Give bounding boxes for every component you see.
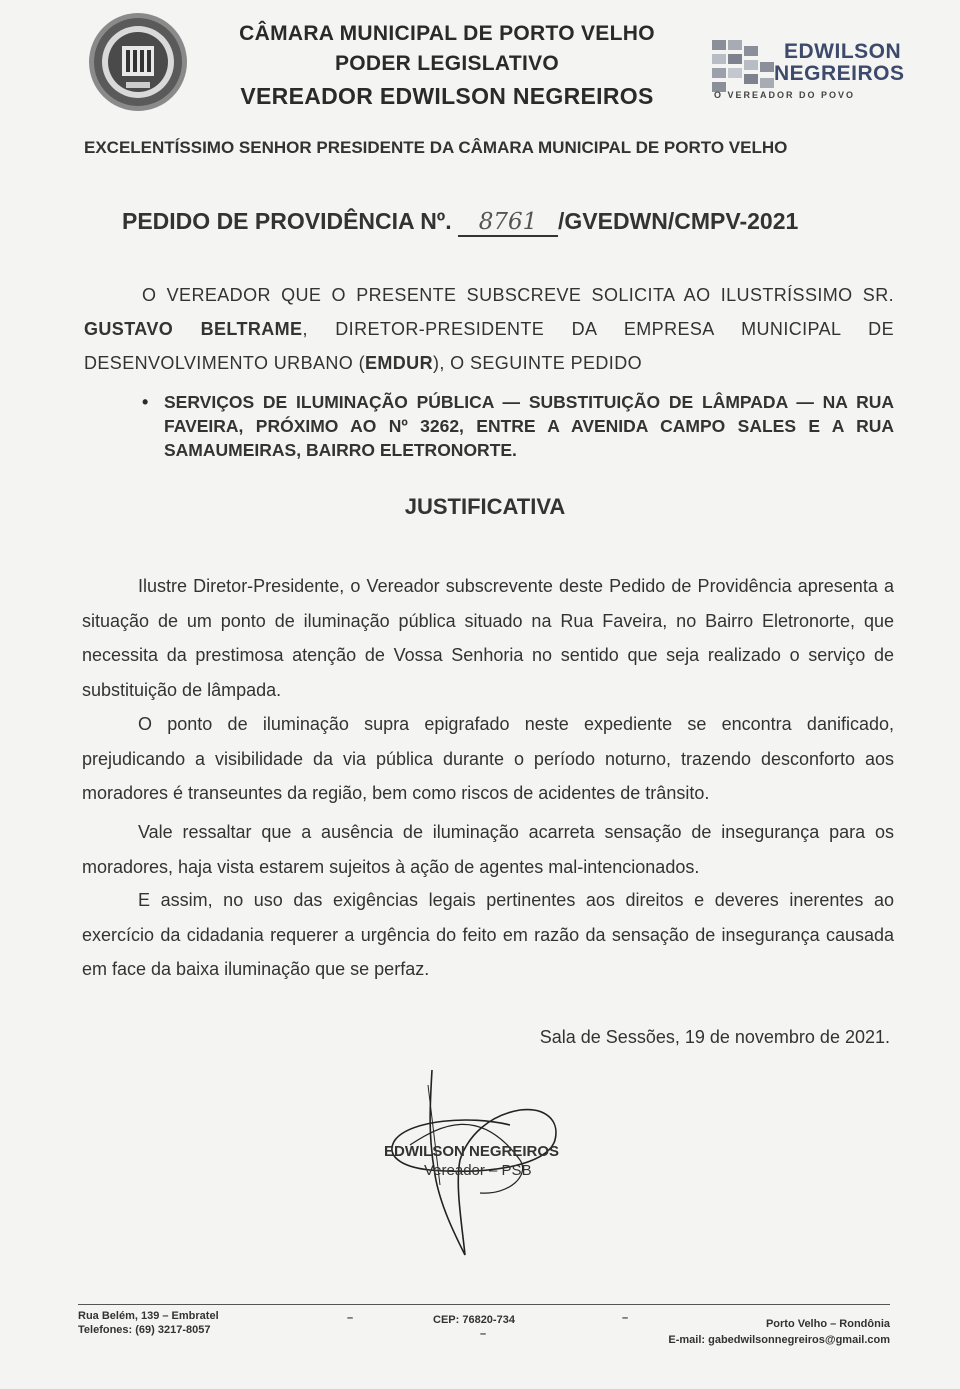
bullet-marker: • bbox=[142, 392, 149, 412]
addressee: EXCELENTÍSSIMO SENHOR PRESIDENTE DA CÂMARA MUNICIPAL DE PORTO VELHO bbox=[84, 138, 788, 157]
signature-name: EDWILSON NEGREIROS bbox=[384, 1143, 560, 1160]
intro-acronym: EMDUR bbox=[364, 353, 433, 373]
header-org-line3: VEREADOR EDWILSON NEGREIROS bbox=[240, 83, 654, 109]
justification-title: JUSTIFICATIVA bbox=[404, 494, 566, 519]
request-title bbox=[122, 208, 798, 237]
logo-name-line1: EDWILSON bbox=[784, 40, 902, 63]
request-title-suffix: /GVEDWN/CMPV-2021 bbox=[557, 208, 799, 234]
footer-email: E-mail: gabedwilsonnegreiros@gmail.com bbox=[668, 1334, 890, 1346]
request-title-prefix: PEDIDO DE PROVIDÊNCIA Nº. bbox=[122, 208, 452, 234]
request-number-handwritten: 8761 bbox=[458, 209, 558, 237]
request-item: SERVIÇOS DE ILUMINAÇÃO PÚBLICA — SUBSTITUIÇÃO DE LÂMPADA — NA RUA FAVEIRA, PRÓXIMO AO Nº 3262, ENTRE A AVENIDA CAMPO SALES E A RUA SAMAUMEIRAS, BAIRRO ELETRONORTE. bbox=[164, 392, 894, 460]
footer-cep: CEP: 76820-734 bbox=[433, 1314, 515, 1326]
chamber-seal-logo bbox=[86, 10, 190, 114]
edwilson-logo bbox=[712, 38, 905, 110]
justification-paragraph-4: E assim, no uso das exigências legais pertinentes aos direitos e deveres inerentes ao exercício da cidadania requerer a urgência do feito em razão da sensação de insegurança causada em face da baixa iluminação que se perfaz. bbox=[82, 890, 894, 979]
justification-paragraph-2: O ponto de iluminação supra epigrafado neste expediente se encontra danificado, prejudicando a visibilidade da via pública durante o período noturno, trazendo desconforto aos moradores é transeuntes da região, bem como riscos de acidentes de trânsito. bbox=[82, 714, 894, 803]
footer-dash-2: – bbox=[480, 1328, 487, 1340]
signature-role: Vereador – PSB bbox=[424, 1162, 532, 1179]
footer-dash-3: – bbox=[622, 1312, 629, 1324]
logo-name-line2: NEGREIROS bbox=[774, 62, 905, 85]
footer-dash-1: – bbox=[347, 1312, 354, 1324]
justification-paragraph-3: Vale ressaltar que a ausência de iluminação acarreta sensação de insegurança para os moradores, haja vista estarem sujeitos à ação de agentes mal-intencionados. bbox=[82, 822, 894, 877]
intro-part3: ), O SEGUINTE PEDIDO bbox=[432, 353, 643, 373]
logo-tagline: O VEREADOR DO POVO bbox=[714, 90, 856, 100]
justification-paragraph-1: Ilustre Diretor-Presidente, o Vereador subscrevente deste Pedido de Providência apresenta a situação de um ponto de iluminação pública situado na Rua Faveira, no Bairro Eletronorte, que necessita da prestimosa atenção de Vossa Senhoria no sentido que seja realizado o serviço de substituição de lâmpada. bbox=[82, 576, 894, 700]
logo-blocks-icon bbox=[712, 40, 776, 92]
intro-name: GUSTAVO BELTRAME bbox=[84, 319, 303, 339]
footer-rule bbox=[78, 1304, 890, 1305]
date-line: Sala de Sessões, 19 de novembro de 2021. bbox=[539, 1027, 890, 1047]
header-org-line2: PODER LEGISLATIVO bbox=[334, 52, 560, 75]
intro-paragraph bbox=[84, 278, 894, 380]
footer-city: Porto Velho – Rondônia bbox=[765, 1318, 890, 1330]
header-org-line1: CÂMARA MUNICIPAL DE PORTO VELHO bbox=[239, 22, 655, 45]
footer-address: Rua Belém, 139 – Embratel bbox=[78, 1310, 219, 1322]
footer-phone: Telefones: (69) 3217-8057 bbox=[78, 1324, 211, 1336]
intro-part2: , DIRETOR-PRESIDENTE DA EMPRESA MUNICIPAL DE DESENVOLVIMENTO URBANO ( bbox=[84, 319, 894, 373]
intro-part1: O VEREADOR QUE O PRESENTE SUBSCREVE SOLICITA AO ILUSTRÍSSIMO SR. bbox=[142, 285, 894, 305]
